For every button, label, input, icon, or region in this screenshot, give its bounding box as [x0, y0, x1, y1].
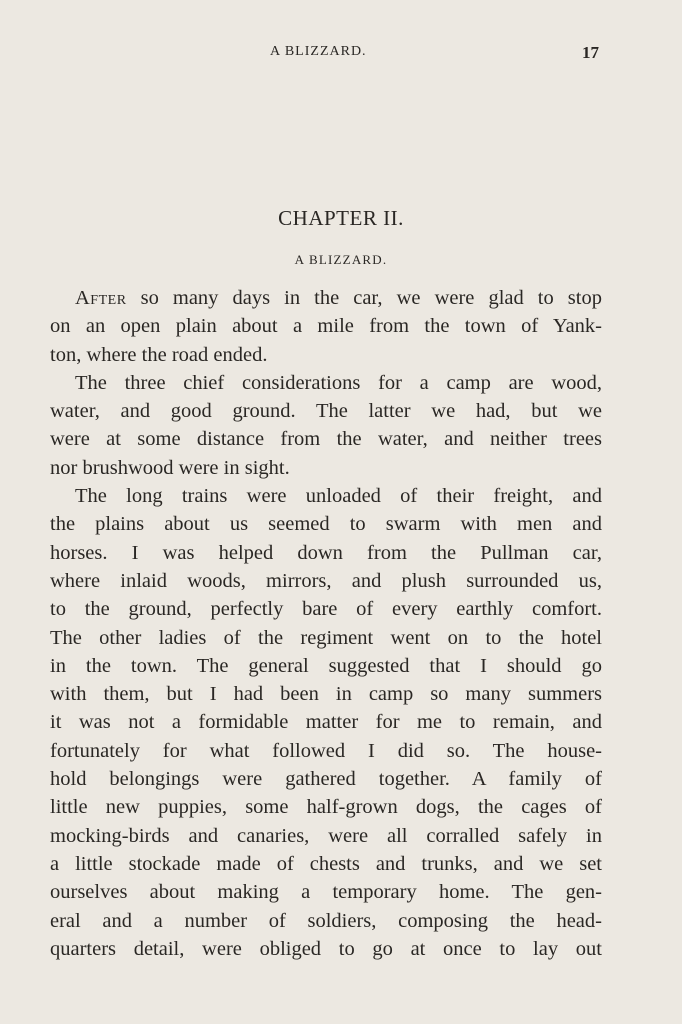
- text-line: The long trains were unloaded of their freight, and: [75, 485, 602, 508]
- text-line: where inlaid woods, mirrors, and plush surrounded us,: [50, 569, 602, 592]
- text-line: water, and good ground. The latter we had, but we: [50, 400, 602, 423]
- text-line: a little stockade made of chests and trunks, and we set: [50, 852, 602, 875]
- paragraph-2: [50, 369, 602, 482]
- text-line: to the ground, perfectly bare of every earthly comfort.: [50, 598, 602, 621]
- text-line: the plains about us seemed to swarm with men and: [50, 513, 602, 536]
- text-line: fortunately for what followed I did so. The house-: [50, 739, 602, 762]
- running-head-title: A BLIZZARD.: [270, 44, 367, 59]
- text-line: were at some distance from the water, and neither trees: [50, 428, 602, 451]
- text-line: it was not a formidable matter for me to remain, and: [50, 711, 602, 734]
- paragraph-3: [50, 482, 602, 963]
- text-line: horses. I was helped down from the Pullman car,: [50, 541, 602, 564]
- text-line: with them, but I had been in camp so many summers: [50, 683, 602, 706]
- text-line-content: so many days in the car, we were glad to stop: [126, 287, 602, 309]
- text-line: little new puppies, some half-grown dogs, the cages of: [50, 796, 602, 819]
- text-line: The other ladies of the regiment went on to the hotel: [50, 626, 602, 649]
- text-line: [50, 284, 602, 312]
- running-head: [0, 44, 682, 68]
- text-line: eral and a number of soldiers, composing the head-: [50, 909, 602, 932]
- body-text: [50, 284, 602, 963]
- text-line: hold belongings were gathered together. A family of: [50, 768, 602, 791]
- text-line: quarters detail, were obliged to go at once to lay out: [50, 937, 602, 960]
- text-line: The three chief considerations for a camp are wood,: [75, 371, 602, 394]
- text-line: nor brushwood were in sight.: [50, 456, 290, 479]
- chapter-subtitle: A BLIZZARD.: [294, 252, 388, 267]
- text-line: in the town. The general suggested that I should go: [50, 654, 602, 677]
- chapter-heading: CHAPTER II.: [278, 206, 404, 230]
- text-line: ton, where the road ended.: [50, 343, 268, 366]
- text-line: ourselves about making a temporary home. The gen-: [50, 881, 602, 904]
- text-line: mocking-birds and canaries, were all corralled safely in: [50, 824, 602, 847]
- page-number: 17: [582, 43, 599, 62]
- text-line: on an open plain about a mile from the town of Yank-: [50, 315, 602, 338]
- opening-word: After: [75, 287, 127, 309]
- paragraph-1: [50, 284, 602, 369]
